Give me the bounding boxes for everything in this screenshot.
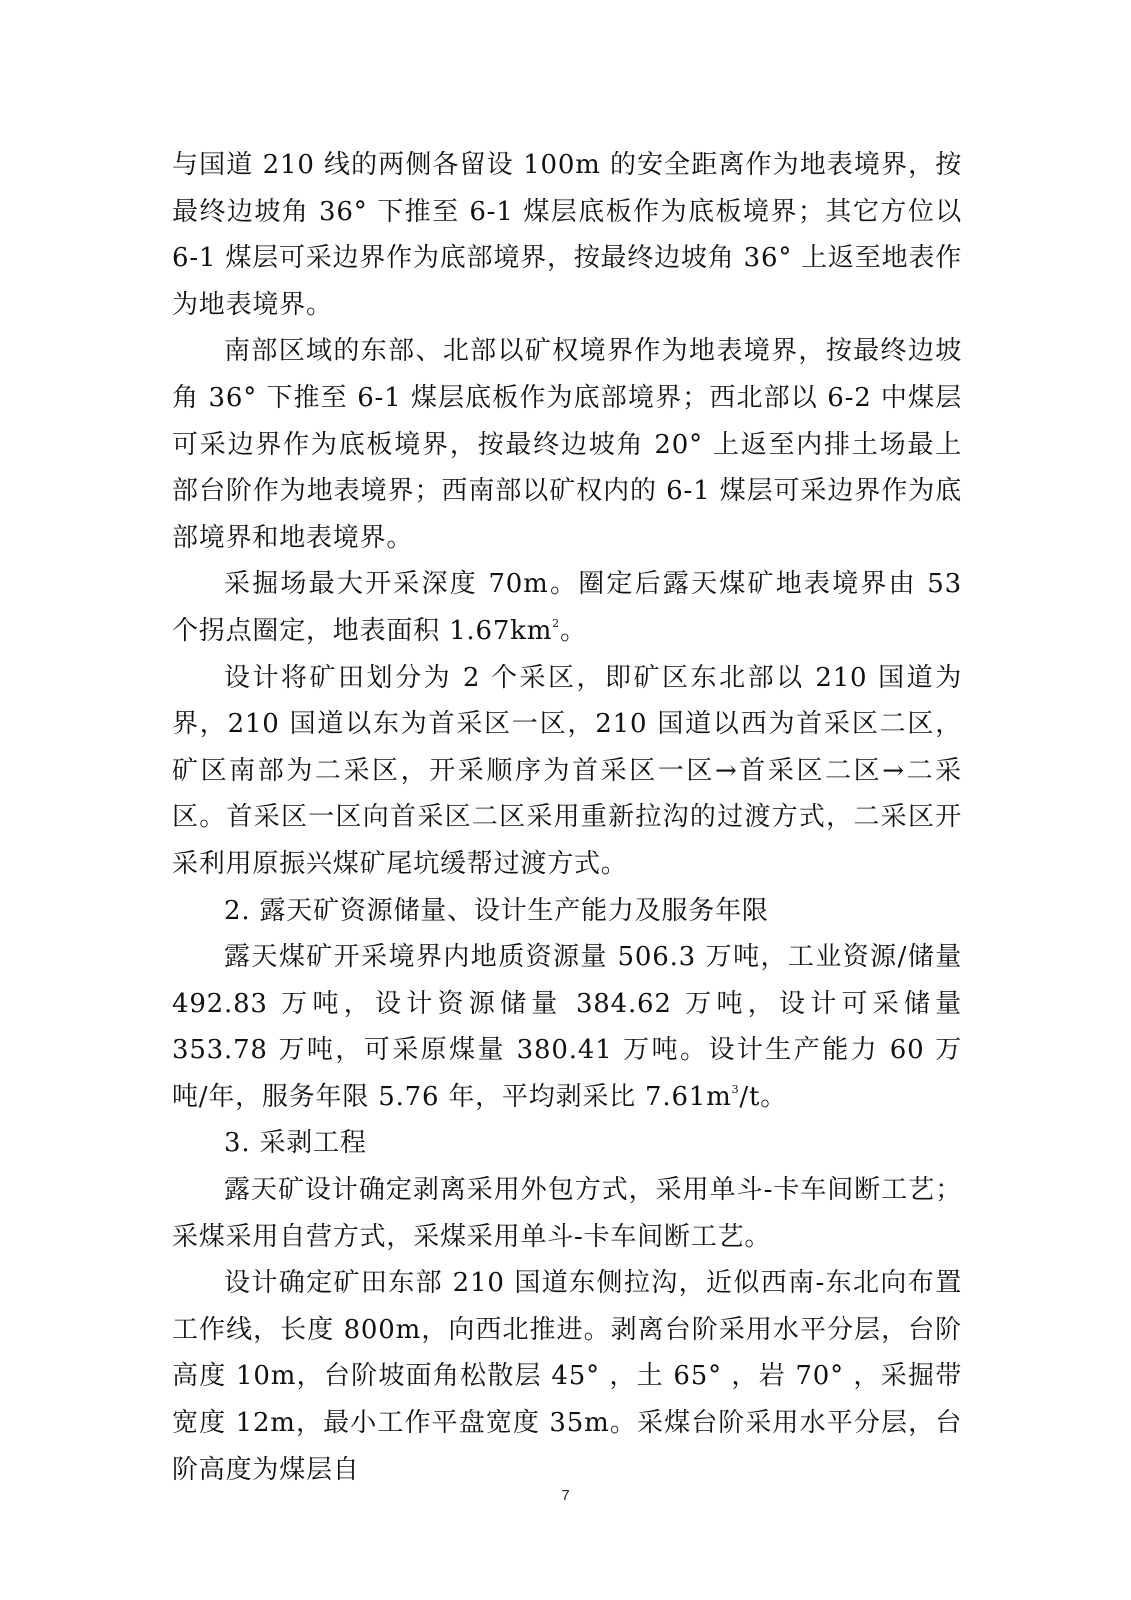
area-unit-superscript: 2 [552,616,560,630]
reserves-text: 露天煤矿开采境界内地质资源量 506.3 万吨，工业资源/储量 492.83 万吨，设计资源储量 384.62 万吨，设计可采储量 353.78 万吨，可采原煤量 380.41 万吨。设计生产能力 60 万吨/年，服务年限 5.76 年，平均剥采比 7.61m [172,942,962,1112]
paragraph-reserves [172,934,962,1120]
section-heading-reserves: 2. 露天矿资源储量、设计生产能力及服务年限 [224,895,769,926]
paragraph-mining-districts: 设计将矿田划分为 2 个采区，即矿区东北部以 210 国道为界，210 国道以东为首采区一区，210 国道以西为首采区二区，矿区南部为二采区，开采顺序为首采区一区→首采区二区→二采区。首采区一区向首采区二区采用重新拉沟的过渡方式，二采区开采利用原振兴煤矿尾坑缓帮过渡方式。 [172,662,962,879]
paragraph-mining-depth [172,561,962,654]
mining-depth-text: 采掘场最大开采深度 70m。圈定后露天煤矿地表境界由 53 个拐点圈定，地表面积 1.67km [172,569,962,646]
paragraph-stripping-method: 露天矿设计确定剥离采用外包方式，采用单斗-卡车间断工艺；采煤采用自营方式，采煤采用单斗-卡车间断工艺。 [172,1175,962,1252]
section-heading-stripping: 3. 采剥工程 [224,1128,367,1159]
mining-depth-text-end: 。 [559,615,587,646]
paragraph-boundary-continuation: 与国道 210 线的两侧各留设 100m 的安全距离作为地表境界，按最终边坡角 36° 下推至 6-1 煤层底板作为底板境界；其它方位以 6-1 煤层可采边界作为底部境界，按最终边坡角 36° 上返至地表作为地表境界。 [172,150,962,320]
paragraph-south-area-boundary: 南部区域的东部、北部以矿权境界作为地表境界，按最终边坡角 36° 下推至 6-1 煤层底板作为底部境界；西北部以 6-2 中煤层可采边界作为底板境界，按最终边坡角 20° 上返至内排土场最上部台阶作为地表境界；西南部以矿权内的 6-1 煤层可采边界作为底部境界和地表境界。 [172,336,962,553]
body-text [172,142,962,1493]
volume-unit-superscript: 3 [731,1082,740,1096]
paragraph-bench-design: 设计确定矿田东部 210 国道东侧拉沟，近似西南-东北向布置工作线，长度 800m，向西北推进。剥离台阶采用水平分层，台阶高度 10m，台阶坡面角松散层 45° ，土 65° ，岩 70° ，采掘带宽度 12m，最小工作平盘宽度 35m。采煤台阶采用水平分层，台阶高度为煤层自 [172,1268,962,1485]
reserves-text-end: /t。 [739,1081,788,1112]
page-number: 7 [561,1487,570,1504]
